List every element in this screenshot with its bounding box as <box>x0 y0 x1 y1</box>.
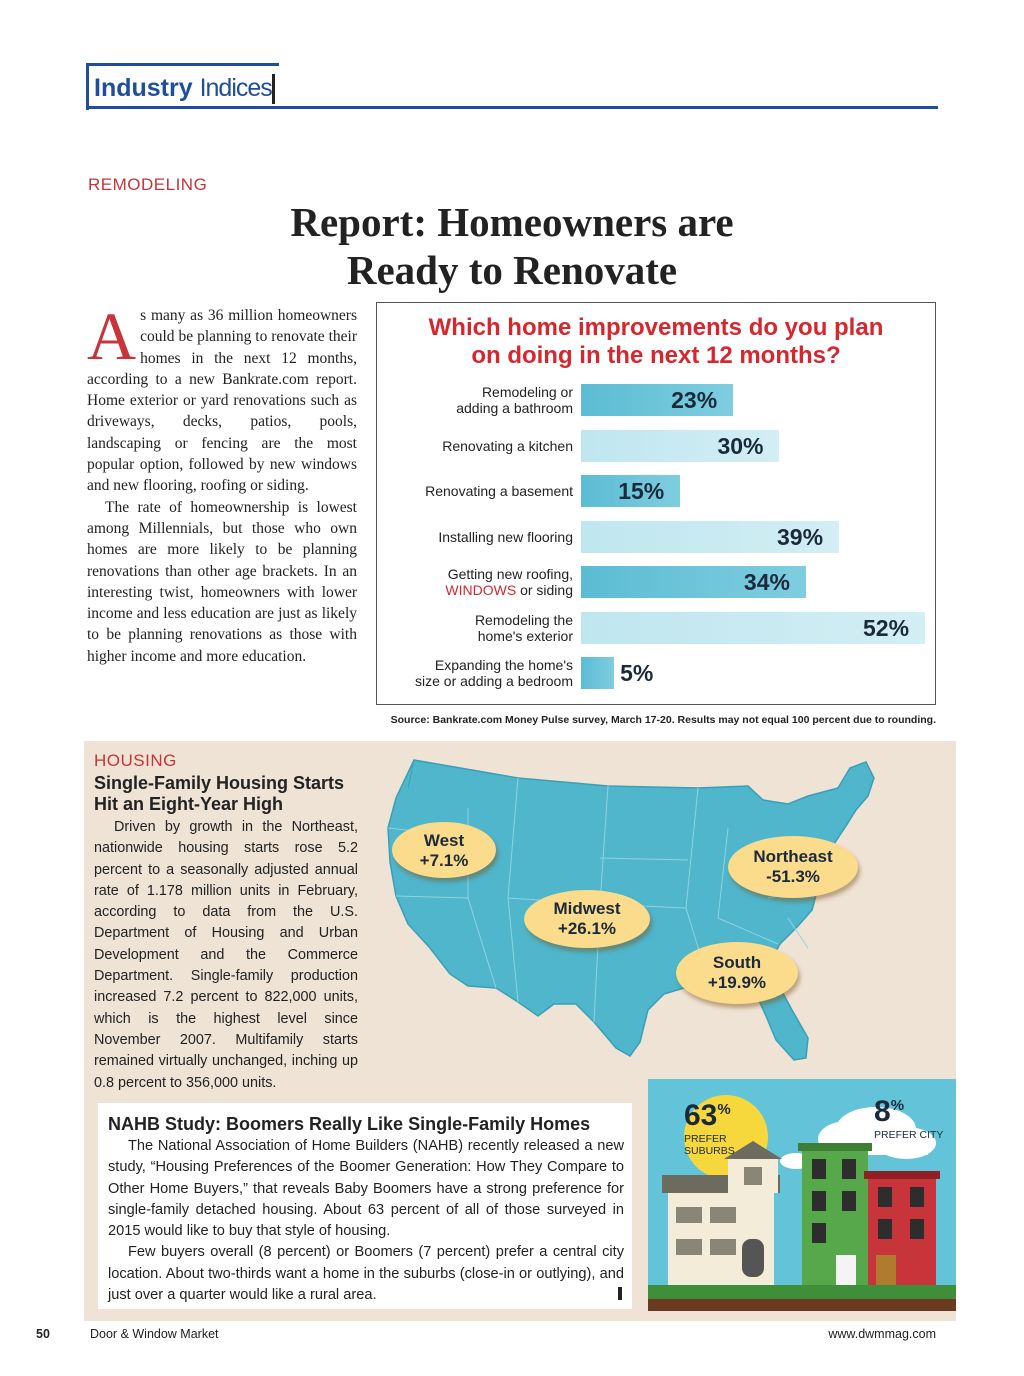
bar-label <box>376 566 573 598</box>
city-percent-sign: % <box>890 1097 905 1114</box>
publication-url: www.dwmmag.com <box>828 1327 936 1341</box>
bar-label-line: WINDOWS or siding <box>445 582 573 598</box>
region-value-west: +7.1% <box>419 851 469 870</box>
bar-label <box>376 529 573 545</box>
bar-value-label: 30% <box>717 432 764 459</box>
bar-label-line: Getting new roofing, <box>447 566 573 582</box>
region-bubble-south <box>676 942 798 1004</box>
page-number: 50 <box>36 1327 50 1341</box>
bar-label-line: adding a bathroom <box>456 400 573 416</box>
article-paragraph-2: The rate of homeownership is lowest among Millennials, but those who own homes are more likely to be planning renovations than other age brackets. In an interesting twist, homeowners with lower income and less education are just as likely to be planning renovations as those with higher income and more education. <box>87 498 357 665</box>
suburbs-stat <box>684 1099 731 1133</box>
city-label: PREFER CITY <box>874 1129 944 1141</box>
bar-chart <box>376 380 936 700</box>
housing-kicker: HOUSING <box>94 751 177 770</box>
end-mark <box>618 1287 622 1300</box>
region-bubble-northeast <box>728 836 858 898</box>
city-number: 8 <box>874 1095 891 1128</box>
section-header-bold: Industry <box>94 74 193 102</box>
bar-label <box>376 612 573 644</box>
section-header-light: Indices <box>199 74 272 102</box>
headline-line-1: Report: Homeowners are <box>290 199 734 245</box>
suburbs-label <box>684 1133 735 1157</box>
page-title <box>180 198 844 294</box>
bar-value-label: 23% <box>671 387 718 413</box>
nahb-body <box>108 1136 624 1306</box>
ground <box>648 1285 956 1311</box>
city-house-green-icon <box>798 1143 872 1293</box>
bar <box>581 657 614 689</box>
remodeling-kicker: REMODELING <box>88 175 208 194</box>
section-header <box>94 74 272 103</box>
region-bubble-west <box>392 822 496 878</box>
bar-label-line: Remodeling or <box>481 384 573 400</box>
region-bubble-midwest <box>524 890 650 948</box>
header-tick <box>272 74 275 104</box>
region-name-northeast: Northeast <box>753 847 833 866</box>
bar-label-line: home's exterior <box>477 627 573 644</box>
bar-label-line: Installing new flooring <box>438 528 573 545</box>
bar-label <box>376 384 573 416</box>
highlight-word: WINDOWS <box>445 582 517 598</box>
bar-label-line: size or adding a bedroom <box>415 673 573 689</box>
city-stat <box>874 1095 904 1129</box>
bar-label <box>376 438 573 454</box>
bar-value-label: 39% <box>777 523 824 550</box>
region-name-west: West <box>423 831 465 850</box>
nahb-paragraph-1: The National Association of Home Builders (NAHB) recently released a new study, “Housing Preferences of the Boomer Generation: How They Compare to Other Home Buyers,” that reveals Baby Boomers have a strong preference for single-family detached housing. About 63 percent of all of those surveyed in 2015 would like to buy that style of housing. <box>108 1138 624 1240</box>
remodeling-article <box>87 298 357 667</box>
nahb-paragraph-2: Few buyers overall (8 percent) or Boomers (7 percent) prefer a central city location. About two-thirds want a home in the suburbs (close-in or outlying), and just over a quarter would like a rural area. <box>108 1244 624 1304</box>
region-value-northeast: -51.3% <box>766 867 820 886</box>
bar-label <box>376 483 573 499</box>
housing-preference-illustration <box>648 1079 956 1311</box>
bar-value-label: 52% <box>863 614 910 641</box>
suburbs-label-line-1: PREFER <box>684 1133 727 1145</box>
header-rule <box>86 106 938 109</box>
drop-cap: A <box>87 298 137 374</box>
bar-label <box>376 657 573 689</box>
region-value-midwest: +26.1% <box>557 919 617 938</box>
bar-label-line: Renovating a kitchen <box>442 437 573 454</box>
nahb-title: NAHB Study: Boomers Really Like Single-Family Homes <box>108 1114 591 1134</box>
suburbs-number: 63 <box>684 1099 718 1132</box>
housing-paragraph: Driven by growth in the Northeast, nationwide housing starts rose 5.2 percent to a seasonally adjusted annual rate of 1.178 million units in February, according to data from the U.S. Department of Housing and Urban Development and the Commerce Department. Single-family production increased 7.2 percent to 822,000 units, which is the highest level since November 2007. Multifamily starts remained virtually unchanged, inching up 0.8 percent to 356,000 units. <box>94 819 358 1091</box>
region-name-south: South <box>712 953 762 972</box>
housing-body <box>94 817 358 1094</box>
region-name-midwest: Midwest <box>553 899 621 918</box>
region-value-south: +19.9% <box>707 973 767 992</box>
housing-title: Single-Family Housing Starts Hit an Eight-Year High <box>94 773 345 814</box>
chart-source: Source: Bankrate.com Money Pulse survey, March 17-20. Results may not equal 100 percent due to rounding. <box>390 714 936 726</box>
city-house-red-icon <box>864 1171 940 1293</box>
bar-value-label: 15% <box>618 478 665 504</box>
chart-title: Which home improvements do you plan on doing in the next 12 months? <box>428 314 884 369</box>
bar-value-label: 5% <box>620 660 654 686</box>
bar-value-label: 34% <box>743 569 790 595</box>
bar-label-line: Renovating a basement <box>425 483 573 499</box>
headline-line-2: Ready to Renovate <box>346 247 678 293</box>
article-paragraph-1: s many as 36 million homeowners could be planning to renovate their homes in the next 12 months, according to a new Bankrate.com report. Home exterior or yard renovations such as driveways, decks, patios, pools, landscaping or fencing are the most popular option, followed by new windows and new flooring, roofing or siding. <box>87 307 357 495</box>
bar-label-line: Remodeling the <box>474 611 573 628</box>
bar-label-line: Expanding the home's <box>434 657 573 673</box>
suburbs-label-line-2: SUBURBS <box>684 1145 735 1157</box>
publication-name: Door & Window Market <box>90 1327 219 1341</box>
suburbs-percent-sign: % <box>717 1101 731 1118</box>
